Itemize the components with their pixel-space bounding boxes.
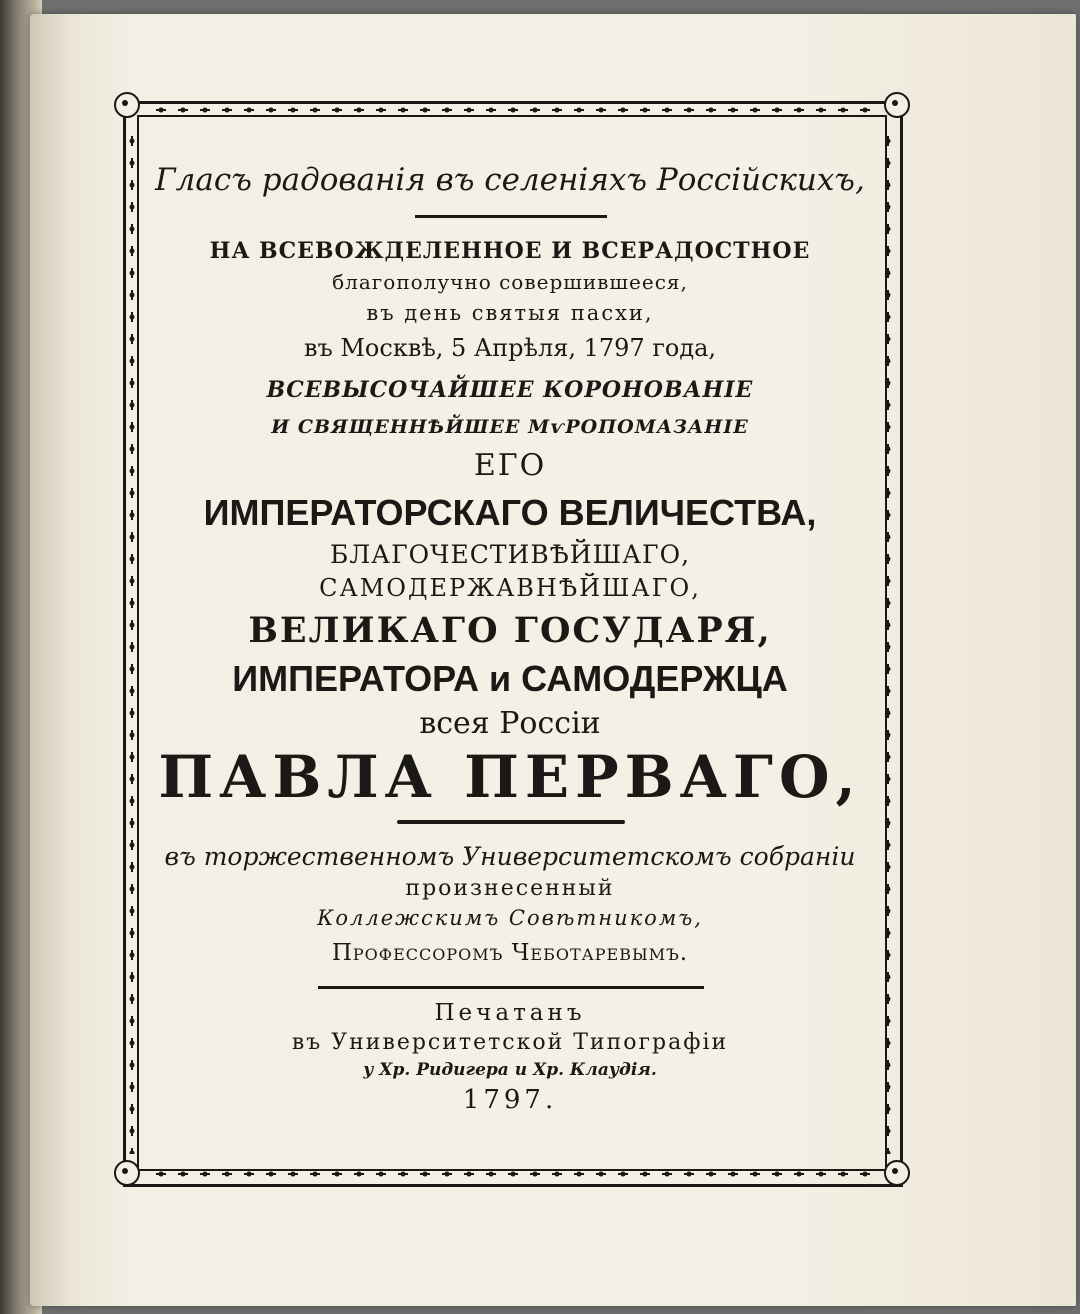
title-line-1: Гласъ радованія въ селеніяхъ Россійскихъ,	[155, 162, 865, 198]
title-line-5: въ Москвѣ, 5 Апрѣля, 1797 года,	[303, 334, 717, 362]
imprint-line-1: Печатанъ	[434, 1000, 586, 1026]
imprint-line-3: у Хр. Ридигера и Хр. Клаудія.	[363, 1060, 657, 1080]
title-line-9: ИМПЕРАТОРСКАГО ВЕЛИЧЕСТВА,	[203, 492, 817, 533]
title-line-13: ИМПЕРАТОРА и САМОДЕРЖЦА	[232, 658, 788, 699]
divider-1	[415, 215, 607, 218]
corner-ornament-tl	[114, 92, 140, 118]
title-line-12: ВЕЛИКАГО ГОСУДАРЯ,	[248, 610, 772, 651]
title-line-7: И СВЯЩЕННѢЙШЕЕ МѵРОПОМАЗАНІЕ	[271, 416, 749, 438]
title-line-10: БЛАГОЧЕСТИВѢЙШАГО,	[329, 540, 691, 569]
right-ornament	[880, 130, 896, 1154]
divider-3	[318, 986, 704, 989]
corner-ornament-br	[884, 1160, 910, 1186]
title-line-6: ВСЕВЫСОЧАЙШЕЕ КОРОНОВАНІЕ	[266, 377, 754, 403]
title-line-3: благополучно совершившееся,	[332, 270, 688, 294]
title-line-15: ПАВЛА ПЕРВАГО,	[158, 743, 862, 811]
bottom-ornament	[150, 1166, 870, 1182]
title-line-17: произнесенный	[405, 876, 615, 901]
title-line-14: всея Россіи	[419, 706, 601, 741]
imprint-year: 1797.	[462, 1085, 558, 1115]
title-line-19: Профессоромъ Чеботаревымъ.	[331, 940, 689, 966]
imprint-line-2: въ Университетской Типографіи	[291, 1030, 729, 1055]
left-ornament	[124, 130, 140, 1154]
title-line-2: НА ВСЕВОЖДЕЛЕННОЕ И ВСЕРАДОСТНОЕ	[209, 238, 811, 264]
divider-2	[397, 820, 625, 824]
title-line-16: въ торжественномъ Университетскомъ собраніи	[164, 842, 856, 871]
title-line-18: Коллежскимъ Совѣтникомъ,	[317, 906, 703, 930]
title-line-8: ЕГО	[473, 448, 547, 483]
corner-ornament-tr	[884, 92, 910, 118]
title-line-11: САМОДЕРЖАВНѢЙШАГО,	[319, 574, 701, 602]
corner-ornament-bl	[114, 1160, 140, 1186]
title-line-4: въ день святыя пасхи,	[366, 301, 654, 325]
top-ornament	[150, 102, 870, 118]
